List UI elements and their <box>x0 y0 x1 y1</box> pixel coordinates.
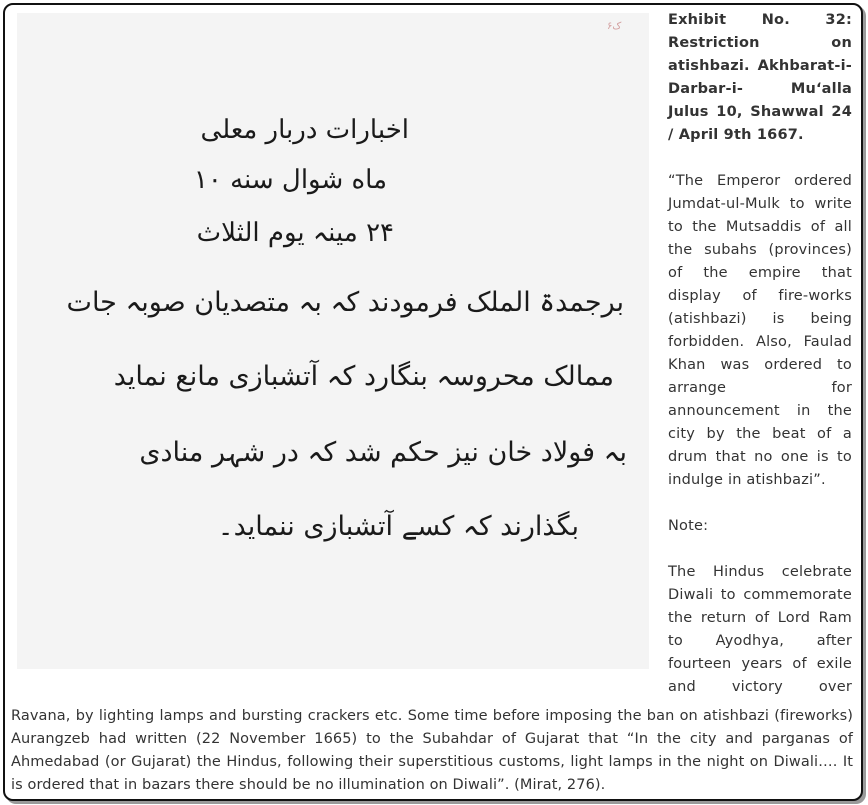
manuscript-line: اخبارات دربار معلی <box>200 115 409 145</box>
manuscript-line: بہ فولاد خان نیز حکم شد کہ در شہر منادی <box>139 437 627 468</box>
manuscript-line: ممالک محروسہ بنگارد کہ آتشبازی مانع نماید <box>113 361 614 392</box>
note-text-start: The Hindus celebrate Diwali to commemorate the return of Lord Ram to Ayodhya, after fourteen years of exile and victory over <box>668 564 852 695</box>
exhibit-heading: Exhibit No. 32: Restriction on atishbazi. Akhbarat-i-Darbar-i- Mu‘alla Julus 10, Shawwal 24 / April 9th 1667. <box>668 12 852 143</box>
manuscript-line: ۲۴ مینہ یوم الثلاث <box>196 218 394 248</box>
note-text-continued: Ravana, by lighting lamps and bursting crackers etc. Some time before imposing the ban on atishbazi (fireworks) Aurangzeb had written (22 November 1665) to the Subahdar of Gujarat that “In the city and parganas of Ahmedabad (or Gujarat) the Hindus, following their superstitious customs, light lamps in the night on Diwali…. It is ordered that in bazars there should be no illumination on Diwali”. (Mirat, 276). <box>11 708 853 793</box>
manuscript-stamp: ک۶ <box>607 21 622 32</box>
caption-column <box>668 9 852 699</box>
manuscript-line: بگذارند کہ کسے آتشبازی ننماید۔ <box>217 511 579 542</box>
exhibit-quote: “The Emperor ordered Jumdat-ul-Mulk to write to the Mutsaddis of all the subahs (provinces) of the empire that display of fire-works (atishbazi) is being forbidden. Also, Faulad Khan was ordered to arrange for announcement in the city by the beat of a drum that no one is to indulge in atishbazi”. <box>668 173 852 488</box>
manuscript-image <box>17 13 649 669</box>
manuscript-line: ماه شوال سنه ۱۰ <box>193 165 387 195</box>
manuscript-line: برجمدۃ الملک فرمودند کہ بہ متصدیان صوبہ جات <box>66 287 624 318</box>
note-label: Note: <box>668 518 709 534</box>
